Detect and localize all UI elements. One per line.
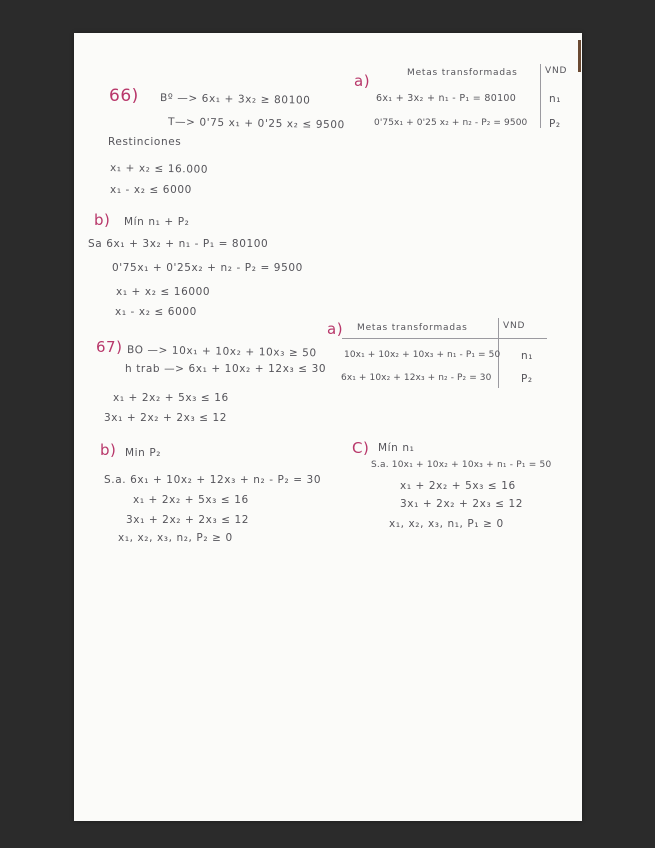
p67-b-label: b) [100, 441, 117, 459]
p67-b-min: Min P₂ [125, 447, 162, 459]
p67-a-table-header-line [342, 338, 547, 339]
p67-bo-line: BO —> 10x₁ + 10x₂ + 10x₃ ≥ 50 [126, 344, 317, 360]
p67-c-line-1: S.a. 10x₁ + 10x₂ + 10x₃ + n₁ - P₁ = 50 [371, 460, 552, 470]
p66-b-line-1: Sa 6x₁ + 3x₂ + n₁ - P₁ = 80100 [88, 238, 269, 250]
p67-a-row-1-vnd: n₁ [521, 350, 534, 362]
p67-b-line-1: S.a. 6x₁ + 10x₂ + 12x₃ + n₂ - P₂ = 30 [104, 474, 322, 486]
p66-a-row-1: 6x₁ + 3x₂ + n₁ - P₁ = 80100 [376, 93, 517, 104]
problem-67-label: 67) [96, 338, 123, 356]
p67-h-line: h trab —> 6x₁ + 10x₂ + 12x₃ ≤ 30 [125, 363, 327, 375]
p67-a-label: a) [327, 320, 344, 338]
p66-b-line-2: 0'75x₁ + 0'25x₂ + n₂ - P₂ = 9500 [112, 262, 303, 274]
p67-a-row-1: 10x₁ + 10x₂ + 10x₃ + n₁ - P₁ = 50 [344, 350, 501, 360]
problem-66-label: 66) [109, 86, 139, 106]
p67-a-row-2-vnd: P₂ [521, 373, 533, 385]
p66-a-vnd-header: VND [545, 66, 568, 76]
p67-restriction-2: 3x₁ + 2x₂ + 2x₃ ≤ 12 [104, 412, 228, 424]
p66-restricciones: Restinciones [108, 136, 182, 148]
p67-c-label: C) [352, 439, 370, 457]
p66-restriction-1: x₁ + x₂ ≤ 16.000 [109, 162, 209, 176]
p67-a-header: Metas transformadas [357, 323, 468, 333]
p66-t-line: T—> 0'75 x₁ + 0'25 x₂ ≤ 9500 [167, 116, 345, 132]
page-edge [578, 40, 581, 72]
p66-a-label: a) [354, 72, 371, 90]
p67-c-line-2: x₁ + 2x₂ + 5x₃ ≤ 16 [400, 480, 516, 492]
p67-c-line-4: x₁, x₂, x₃, n₁, P₁ ≥ 0 [389, 518, 504, 530]
p66-a-row-1-vnd: n₁ [549, 93, 562, 105]
p67-a-vnd-header: VND [503, 321, 526, 331]
p66-a-row-2-vnd: P₂ [549, 118, 561, 130]
p66-restriction-2: x₁ - x₂ ≤ 6000 [110, 184, 192, 196]
p66-a-row-2: 0'75x₁ + 0'25 x₂ + n₂ - P₂ = 9500 [374, 118, 528, 128]
p67-b-line-3: 3x₁ + 2x₂ + 2x₃ ≤ 12 [126, 514, 250, 526]
p66-b-line-4: x₁ - x₂ ≤ 6000 [115, 306, 197, 318]
p66-a-header: Metas transformadas [407, 68, 518, 78]
p66-b-min: Mín n₁ + P₂ [124, 216, 190, 228]
p66-a-table-divider [540, 64, 541, 128]
p67-c-line-3: 3x₁ + 2x₂ + 2x₃ ≤ 12 [400, 498, 524, 510]
p66-b-label: b) [94, 211, 111, 229]
p66-b-line-3: x₁ + x₂ ≤ 16000 [116, 286, 211, 298]
p67-c-min: Mín n₁ [378, 442, 415, 454]
p67-restriction-1: x₁ + 2x₂ + 5x₃ ≤ 16 [113, 392, 229, 404]
p67-a-row-2: 6x₁ + 10x₂ + 12x₃ + n₂ - P₂ = 30 [341, 373, 492, 383]
p67-b-line-2: x₁ + 2x₂ + 5x₃ ≤ 16 [133, 494, 249, 506]
p66-bo-line: Bº —> 6x₁ + 3x₂ ≥ 80100 [159, 92, 311, 107]
notebook-page [74, 33, 582, 821]
p67-b-line-4: x₁, x₂, x₃, n₂, P₂ ≥ 0 [118, 532, 233, 544]
